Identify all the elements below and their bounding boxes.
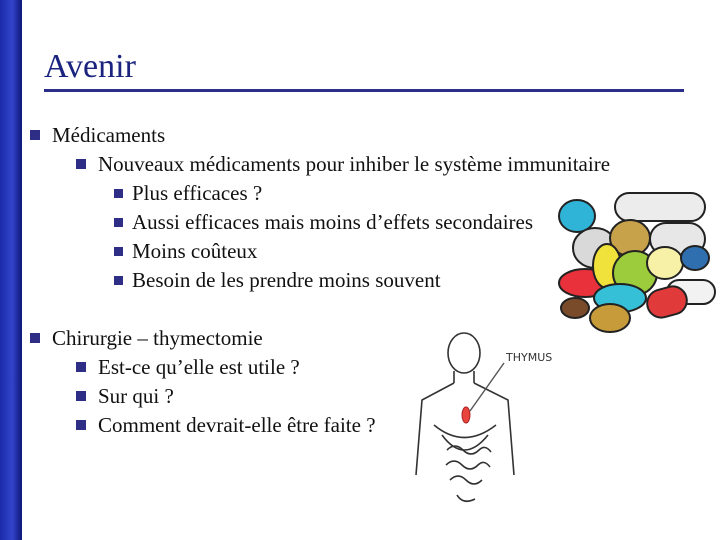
- square-bullet-icon: [76, 159, 86, 169]
- square-bullet-icon: [114, 276, 123, 285]
- bullet-medicaments: [30, 123, 165, 147]
- square-bullet-icon: [114, 247, 123, 256]
- list-item: Est-ce qu’elle est utile ?: [76, 355, 300, 379]
- bullet-nouveaux: [76, 152, 610, 176]
- list-item: Plus efficaces ?: [114, 181, 262, 205]
- list-item: Moins coûteux: [114, 239, 257, 263]
- square-bullet-icon: [114, 218, 123, 227]
- list-item: Besoin de les prendre moins souvent: [114, 268, 441, 292]
- list-item: Comment devrait-elle être faite ?: [76, 413, 376, 437]
- left-accent-bar: [0, 0, 22, 540]
- square-bullet-icon: [76, 420, 86, 430]
- list-item: Sur qui ?: [76, 384, 174, 408]
- square-bullet-icon: [30, 333, 40, 343]
- heading-medicaments: Médicaments: [52, 123, 166, 147]
- square-bullet-icon: [76, 362, 86, 372]
- list-item: Aussi efficaces mais moins d’effets secondaires: [114, 210, 533, 234]
- title-underline: [44, 89, 684, 92]
- pills-illustration: [555, 188, 720, 338]
- bullet-chirurgie: [30, 326, 263, 350]
- sub-nouveaux: Nouveaux médicaments pour inhiber le système immunitaire: [98, 152, 611, 176]
- thymus-illustration: [412, 325, 562, 515]
- square-bullet-icon: [76, 391, 86, 401]
- square-bullet-icon: [30, 130, 40, 140]
- slide-title: Avenir: [44, 48, 136, 85]
- square-bullet-icon: [114, 189, 123, 198]
- heading-chirurgie: Chirurgie – thymectomie: [52, 326, 263, 350]
- thymus-label: THYMUS: [506, 351, 553, 364]
